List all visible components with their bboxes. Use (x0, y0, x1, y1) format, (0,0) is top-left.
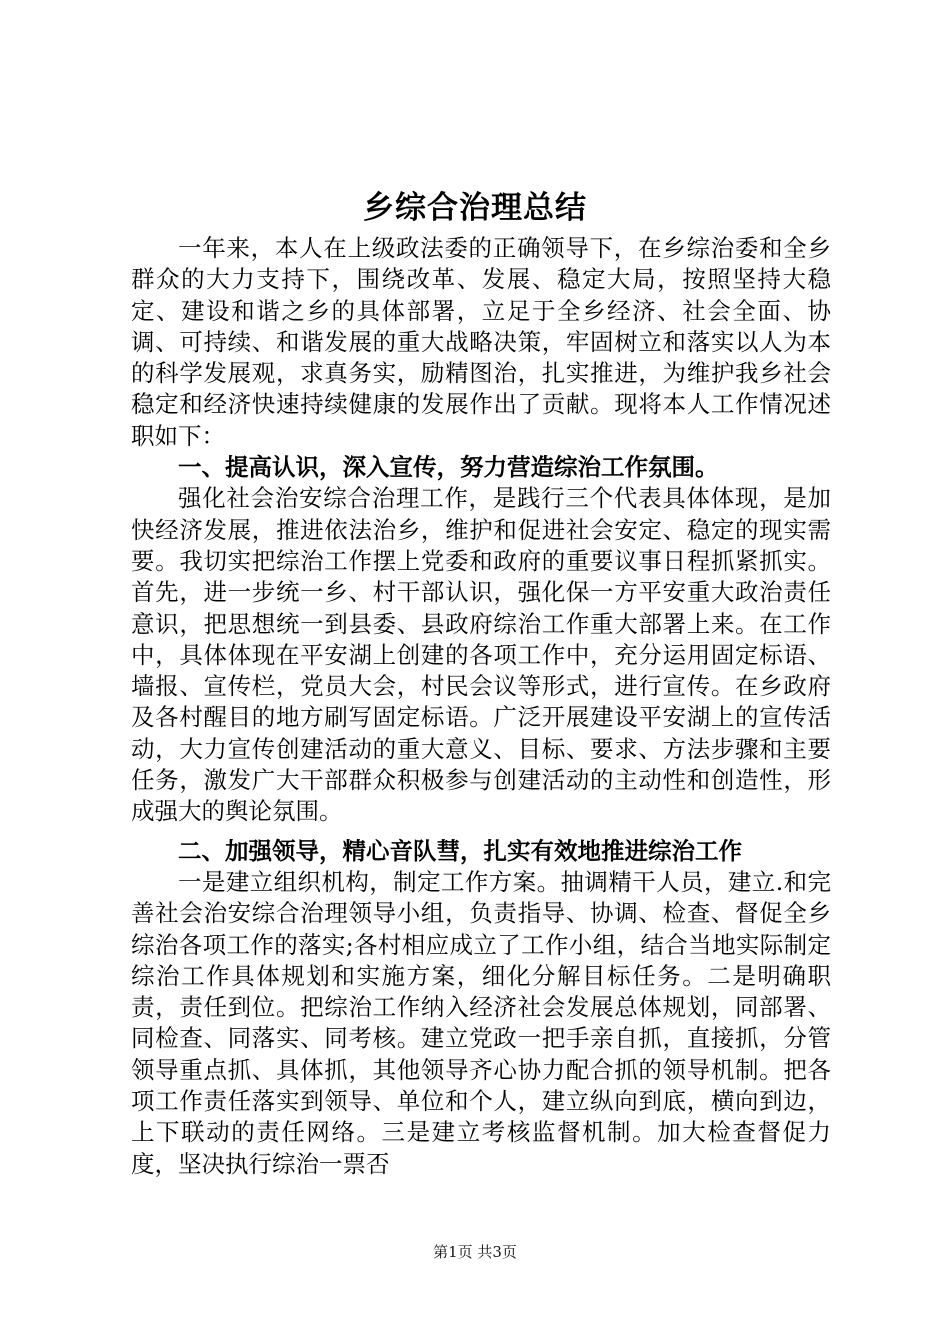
page-number-footer: 第1页 共3页 (433, 1243, 517, 1261)
document-body (131, 233, 831, 1180)
paragraph-section-1: 强化社会治安综合治理工作，是践行三个代表具体体现，是加快经济发展，推进依法治乡，维护和促进社会安定、稳定的现实需要。我切实把综治工作摆上党委和政府的重要议事日程抓紧抓实。首先，进一步统一乡、村干部认识，强化保一方平安重大政治责任意识，把思想统一到县委、县政府综治工作重大部署上来。在工作中，具体体现在平安湖上创建的各项工作中，充分运用固定标语、墙报、宣传栏，党员大会，村民会议等形式，进行宣传。在乡政府及各村醒目的地方刷写固定标语。广泛开展建设平安湖上的宣传活动，大力宣传创建活动的重大意义、目标、要求、方法步骤和主要任务，激发广大干部群众积极参与创建活动的主动性和创造性，形成强大的舆论氛围。 (131, 484, 831, 826)
paragraph-intro: 一年来，本人在上级政法委的正确领导下，在乡综治委和全乡群众的大力支持下，围绕改革、发展、稳定大局，按照坚持大稳定、建设和谐之乡的具体部署，立足于全乡经济、社会全面、协调、可持续、和谐发展的重大战略决策，牢固树立和落实以人为本的科学发展观，求真务实，励精图治，扎实推进，为维护我乡社会稳定和经济快速持续健康的发展作出了贡献。现将本人工作情况述职如下： (131, 234, 831, 450)
paragraph-section-2: 一是建立组织机构，制定工作方案。抽调精干人员，建立.和完善社会治安综合治理领导小组，负责指导、协调、检查、督促全乡综治各项工作的落实;各村相应成立了工作小组，结合当地实际制定综治工作具体规划和实施方案，细化分解目标任务。二是明确职责，责任到位。把综治工作纳入经济社会发展总体规划，同部署、同检查、同落实、同考核。建立党政一把手亲自抓，直接抓，分管领导重点抓、具体抓，其他领导齐心协力配合抓的领导机制。把各项工作责任落实到领导、单位和个人，建立纵向到底，横向到边，上下联动的责任网络。三是建立考核监督机制。加大检查督促力度，坚决执行综治一票否 (131, 867, 831, 1178)
document-title: 乡综合治理总结 (363, 190, 587, 226)
section-heading-1: 一、提高认识，深入宣传，努力营造综治工作氛围。 (178, 453, 719, 482)
section-heading-2: 二、加强领导，精心音队彗，扎实有效地推进综治工作 (178, 836, 742, 865)
